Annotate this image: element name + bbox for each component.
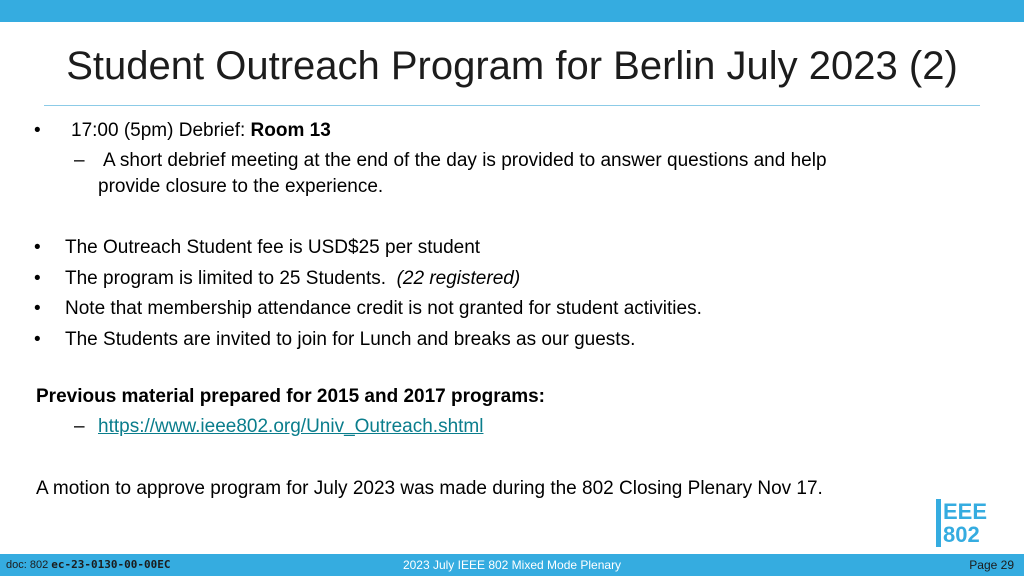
limit-text: The program is limited to 25 Students. [65,268,387,289]
logo-bar [936,499,941,547]
doc-code: ec-23-0130-00-00EC [51,558,171,571]
debrief-sub-line1: A short debrief meeting at the end of the day is provided to answer questions and help [103,150,827,171]
bullet-fee: The Outreach Student fee is USD$25 per student [65,237,481,258]
top-banner [0,0,1024,22]
debrief-line [71,119,331,143]
debrief-label: 17:00 (5pm) Debrief: [71,120,251,141]
title-divider [44,105,980,106]
page-number: Page 29 [969,558,1014,572]
logo-line2: 802 [943,522,980,547]
slide-title: Student Outreach Program for Berlin July 2023 (2) [66,44,958,88]
logo-line1: EEE [943,499,988,524]
bullet-marker: • [34,237,41,258]
bullet-marker: • [34,329,41,350]
debrief-sub-line2: provide closure to the experience. [98,176,384,197]
bullet-credit: Note that membership attendance credit is not granted for student activities. [65,298,702,319]
bullet-marker: • [34,120,41,141]
footer-bar [0,554,1024,576]
ieee802-logo [936,499,992,547]
bullet-marker: • [34,268,41,289]
sub-dash: – [74,416,85,437]
sub-dash: – [74,150,85,171]
footer-event: 2023 July IEEE 802 Mixed Mode Plenary [402,558,622,572]
registered-count: (22 registered) [396,268,521,289]
previous-heading: Previous material prepared for 2015 and 2017 programs: [36,386,545,407]
doc-prefix: doc: 802 [6,559,52,571]
outreach-link[interactable]: https://www.ieee802.org/Univ_Outreach.shtml [98,416,484,437]
bullet-marker: • [34,298,41,319]
bullet-limit [65,267,520,291]
motion-text: A motion to approve program for July 2023 was made during the 802 Closing Plenary Nov 17. [36,478,823,499]
debrief-room: Room 13 [250,120,331,141]
bullet-lunch: The Students are invited to join for Lunch and breaks as our guests. [65,329,636,350]
